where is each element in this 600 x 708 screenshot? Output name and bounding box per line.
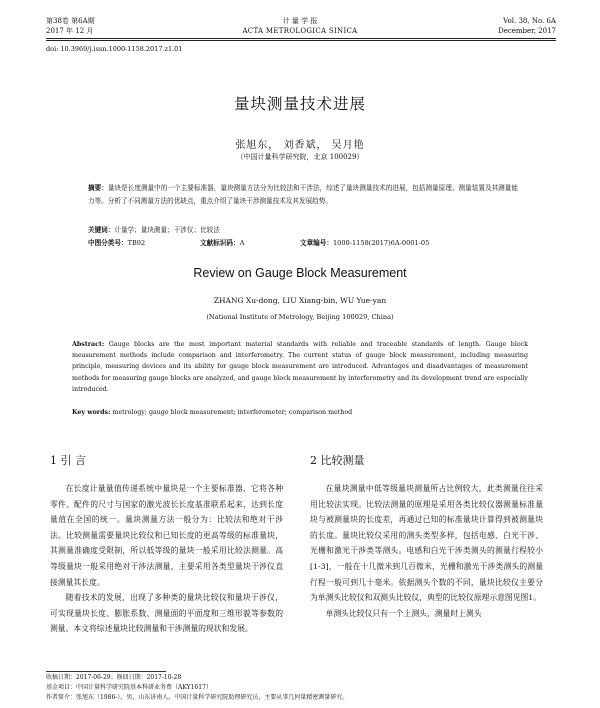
doc-code-label: 文献标识码： <box>200 239 240 247</box>
article-number-label: 文章编号： <box>300 239 333 247</box>
doi: doi: 10.3969/j.issn.1000-1158.2017.z1.01 <box>46 45 183 53</box>
keywords-cn-text: 计量学；量块测量；干涉仪；比较法 <box>114 226 220 234</box>
keywords-cn <box>88 225 220 236</box>
footnote-received: 收稿日期：2017-06-29；修回日期：2017-10-28 <box>46 674 182 681</box>
affiliation-en: (National Institute of Metrology, Beijing 100029, China) <box>206 313 394 321</box>
section-2-body <box>310 481 543 621</box>
doc-code-value: A <box>239 239 245 247</box>
section-2-heading: 2 比较测量 <box>310 454 365 467</box>
paragraph: 随着技术的发展，出现了多种类的量块比较仪和量块干涉仪，可实现量块长度、膨胀系数、测量面的平面度和三维形貌等参数的测量。本文将综述量块比较测量和干涉测量的现状和发展。 <box>50 593 283 634</box>
authors-en: ZHANG Xu-dong, LIU Xiang-bin, WU Yue-yan <box>213 296 387 305</box>
affiliation-cn: （中国计量科学研究院，北京 100029） <box>236 153 364 161</box>
abstract-cn-text: 量块是长度测量中的一个主要标准器，量块测量方法分为比较法和干涉法，综述了量块测量技术的进展，包括测量原理、测量装置及其测量能力等。分析了不同测量方法的优缺点，重点介绍了量块干涉测量技术及其发展趋势。 <box>88 184 519 205</box>
section-1-heading: 1 引 言 <box>50 454 86 467</box>
keywords-en <box>72 407 528 418</box>
document-code <box>200 238 244 249</box>
volume-issue-cn: 第38卷 第6A期 <box>46 17 95 25</box>
authors-cn: 张旭东， 刘香斌， 吴月艳 <box>235 140 365 151</box>
article-number-value: 1000-1158(2017)6A-0001-05 <box>332 239 430 247</box>
abstract-cn-label: 摘要： <box>88 184 108 192</box>
footnote-fund: 基金项目：中国计量科学研究院基本科研业务费（AKY1617） <box>46 684 212 691</box>
volume-issue-en: Vol. 38, No. 6A <box>503 17 556 25</box>
footnotes <box>46 673 556 703</box>
abstract-cn <box>88 182 518 208</box>
clc-number <box>88 238 145 249</box>
journal-name-cn: 计 量 学 报 <box>282 17 318 25</box>
journal-name-en: ACTA METROLOGICA SINICA <box>242 27 358 35</box>
date-en: December, 2017 <box>498 27 556 35</box>
keywords-en-label: Key words: <box>72 409 111 416</box>
paragraph: 在量块测量中低等级量块测量所占比例较大，此类测量往往采用比较法实现。比较法测量的原理是采用各类比较仪器测量标准量块与被测量块的长度差，再通过已知的标准量块计算得到被测量块的长度。量块比较仪采用的测头类型多样，包括电感、白光干涉、光栅和激光干涉类等测头。电感和白光干涉类测头的测量行程较小[1-3]，一般在十几微米到几百微米，光栅和激光干涉类测头的测量行程一般可到几十毫米。依据测头个数的不同，量块比较仪主要分为单测头比较仪和双测头比较仪，典型的比较仪原理示意图见图1。 <box>310 484 543 603</box>
page-title-cn: 量块测量技术进展 <box>233 95 366 113</box>
header-rule <box>46 38 556 39</box>
keywords-en-text: metrology; gauge block measurement; interferometer; comparison method <box>110 409 353 416</box>
abstract-en-text: Gauge blocks are the most important material standards with reliable and traceable standards of length. Gauge block measurement methods include comparison and interferometry. The current status of gauge block measurement, including measuring principle, measuring devices and its ability for gauge block measurement are introduced. Advantages and disadvantages of measurement methods for measuring gauge blocks are analyzed, and gauge block measurement by interferometry and its development trend are especially introduced. <box>72 341 528 393</box>
date-cn: 2017 年 12 月 <box>46 27 94 35</box>
footnote-bio: 作者简介：张旭东（1986-），男，山东济南人，中国计量科学研究院助理研究员，主要从事几何量精密测量研究。 <box>46 694 349 701</box>
abstract-en <box>72 339 528 395</box>
header-rule-secondary <box>46 40 556 41</box>
article-number <box>300 238 429 249</box>
footnote-rule <box>46 671 166 672</box>
paragraph: 在长度计量量值传递系统中量块是一个主要标准器，它将各种零件、配件的尺寸与国家的激光波长长度基准联系起来，达到长度量值在全国的统一。量块测量方法一般分为：比较法和绝对干涉法。比较测量需要量块比较仪和已知长度的更高等级的标准量块，其测量准确度受限制，所以低等级的量块一般采用比较法测量。高等级量块一般采用绝对干涉法测量，主要采用各类型量块干涉仪直接测量其长度。 <box>50 484 283 587</box>
abstract-en-label: Abstract: <box>72 341 105 348</box>
page-title-en: Review on Gauge Block Measurement <box>193 266 407 280</box>
clc-label: 中图分类号： <box>88 239 128 247</box>
section-1-body <box>50 481 283 637</box>
keywords-cn-label: 关键词： <box>88 226 115 234</box>
clc-value: TB92 <box>127 239 146 247</box>
paragraph: 单测头比较仪只有一个上测头，测量时上测头 <box>325 608 482 618</box>
